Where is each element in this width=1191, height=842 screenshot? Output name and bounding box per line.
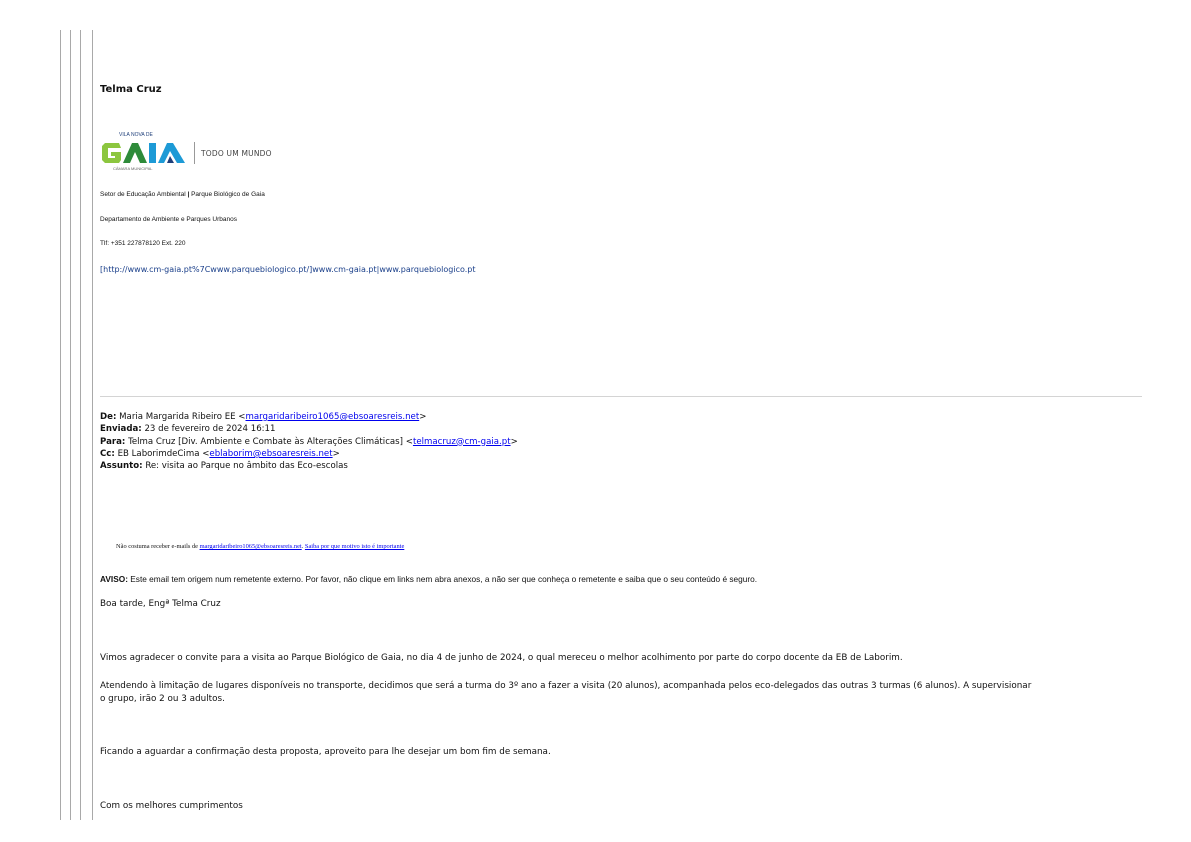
quote-bar (60, 30, 61, 820)
quote-bar (92, 30, 93, 820)
logo-bottom-text: CÂMARA MUNICIPAL (113, 166, 153, 171)
notice-email-link[interactable]: margaridaribeiro1065@ebsoaresreis.net (199, 543, 302, 550)
closing: Com os melhores cumprimentos (100, 801, 243, 811)
to-email-link[interactable]: telmacruz@cm-gaia.pt (412, 436, 511, 447)
header-subject: Assunto: Re: visita ao Parque no âmbito das Eco-escolas (100, 461, 348, 472)
cc-email-link[interactable]: eblaborim@ebsoaresreis.net (209, 448, 333, 459)
header-to: Para: Telma Cruz [Div. Ambiente e Combate às Alterações Climáticas] <telmacruz@cm-gaia.pt> (100, 436, 518, 447)
header-from: De: Maria Margarida Ribeiro EE <margaridaribeiro1065@ebsoaresreis.net> (100, 412, 427, 422)
notice-learn-more-link[interactable]: Saiba por que motivo isto é importante (304, 543, 405, 550)
logo-top-text: VILA NOVA DE (119, 132, 153, 138)
from-email-link[interactable]: margaridaribeiro1065@ebsoaresreis.net (245, 412, 420, 422)
body-paragraph-2-line-2: o grupo, irão 2 ou 3 adultos. (100, 694, 225, 704)
header-separator (100, 396, 1142, 397)
logo-tagline: TODO UM MUNDO (201, 149, 272, 158)
body-paragraph-1: Vimos agradecer o convite para a visita ao Parque Biológico de Gaia, no dia 4 de junho de 2024, o qual mereceu o melhor acolhimento por parte do corpo docente da EB de Laborim. (100, 653, 903, 663)
signature-sector: Setor de Educação Ambiental | Parque Biológico de Gaia (100, 191, 265, 198)
logo-divider (194, 142, 195, 164)
external-sender-notice: Não costuma receber e-mails de margaridaribeiro1065@ebsoaresreis.net. Saiba por que motivo isto é importante (116, 543, 405, 550)
quote-bar (80, 30, 81, 820)
body-paragraph-3: Ficando a aguardar a confirmação desta proposta, aproveito para lhe desejar um bom fim de semana. (100, 747, 551, 757)
email-header (100, 411, 518, 472)
signature-phone: Tlf: +351 227878120 Ext. 220 (100, 240, 186, 247)
greeting: Boa tarde, Engª Telma Cruz (100, 599, 221, 609)
signature-department: Departamento de Ambiente e Parques Urbanos (100, 216, 237, 223)
logo-letters-icon (101, 140, 189, 166)
signature-name: Telma Cruz (100, 84, 162, 95)
header-cc: Cc: EB LaborimdeCima <eblaborim@ebsoaresreis.net> (100, 448, 340, 459)
external-warning: AVISO: Este email tem origem num remetente externo. Por favor, não clique em links nem abra anexos, a não ser que conheça o remetente e saiba que o seu conteúdo é seguro. (100, 574, 758, 584)
quote-bar (70, 30, 71, 820)
header-sent: Enviada: 23 de fevereiro de 2024 16:11 (100, 424, 276, 435)
gaia-logo (101, 132, 271, 174)
signature-website-link[interactable]: [http://www.cm-gaia.pt%7Cwww.parquebiologico.pt/]www.cm-gaia.pt|www.parquebiologico.pt (100, 265, 476, 274)
body-paragraph-2-line-1: Atendendo à limitação de lugares disponíveis no transporte, decidimos que será a turma do 3º ano a fazer a visita (20 alunos), acompanhada pelos eco-delegados das outras 3 turmas (6 alunos). A supervisionar (100, 681, 1032, 691)
